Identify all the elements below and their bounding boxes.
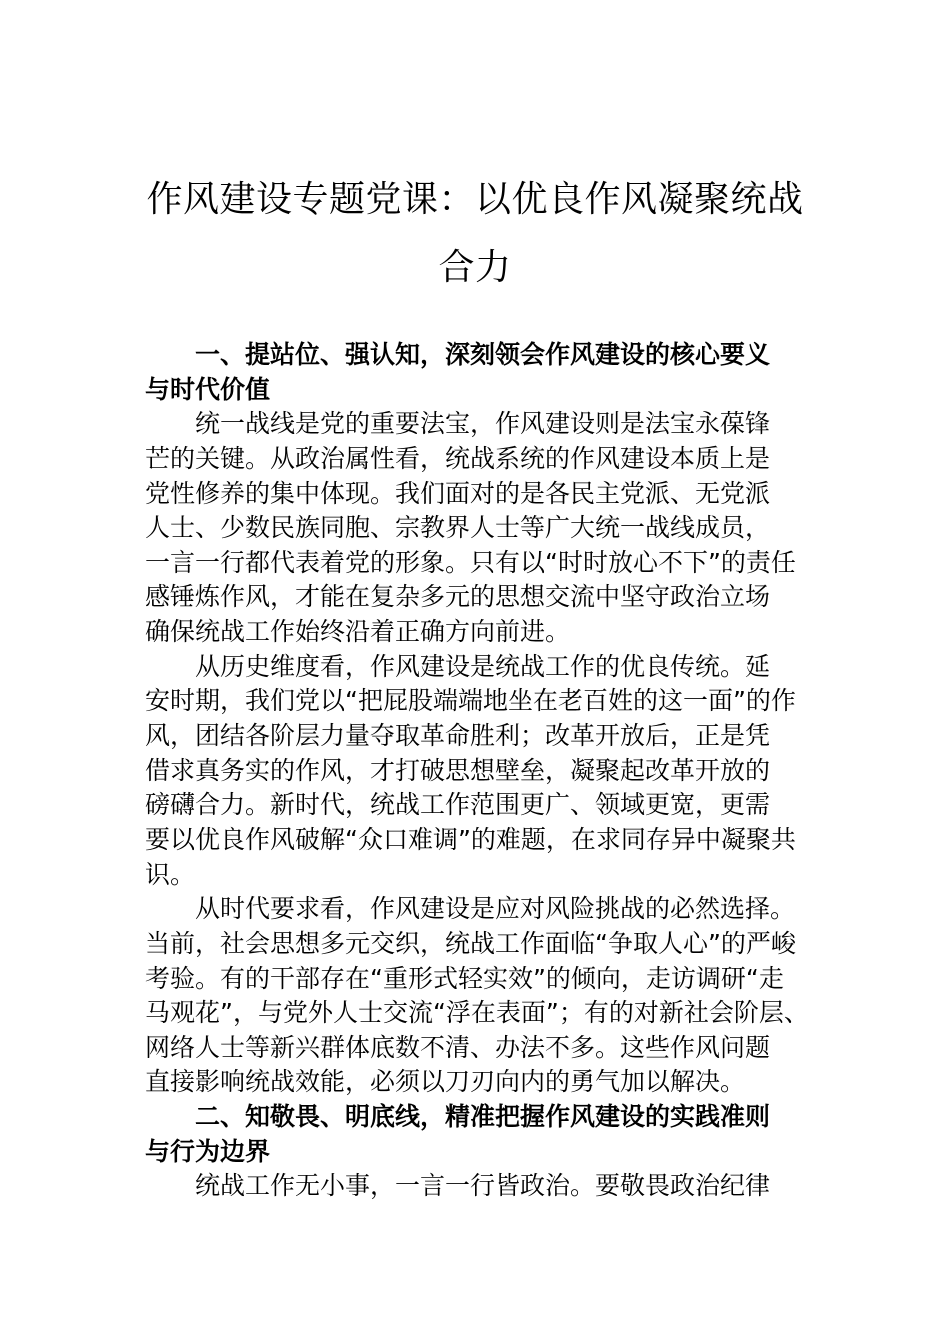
section-heading-2-cont: 与行为边界: [145, 1136, 271, 1166]
paragraph-line: 磅礴合力。新时代，统战工作范围更广、领域更宽，更需: [145, 790, 771, 820]
paragraph-line: 安时期，我们党以“把屁股端端地坐在老百姓的这一面”的作: [145, 686, 796, 716]
document-body: [145, 338, 810, 1204]
paragraph-line: 从历史维度看，作风建设是统战工作的优良传统。延: [195, 651, 771, 681]
paragraph-line: 当前，社会思想多元交织，统战工作面临“争取人心”的严峻: [145, 928, 796, 958]
paragraph-line: 确保统战工作始终沿着正确方向前进。: [145, 617, 571, 647]
paragraph-line: 从时代要求看，作风建设是应对风险挑战的必然选择。: [195, 894, 796, 924]
section-heading-2: 二、知敬畏、明底线，精准把握作风建设的实践准则: [195, 1102, 771, 1132]
section-heading-1-cont: 与时代价值: [145, 374, 271, 404]
section-heading-1: 一、提站位、强认知，深刻领会作风建设的核心要义: [195, 340, 771, 369]
paragraph-line: 借求真务实的作风，才打破思想壁垒，凝聚起改革开放的: [145, 755, 771, 785]
paragraph-line: 马观花”，与党外人士交流“浮在表面”；有的对新社会阶层、: [145, 998, 809, 1028]
paragraph-line: 人士、少数民族同胞、宗教界人士等广大统一战线成员，: [145, 513, 771, 543]
paragraph-line: 芒的关键。从政治属性看，统战系统的作风建设本质上是: [145, 443, 771, 473]
paragraph-line: 识。: [145, 859, 196, 889]
paragraph-line: 考验。有的干部存在“重形式轻实效”的倾向，走访调研“走: [145, 963, 784, 993]
paragraph-line: 统战工作无小事，一言一行皆政治。要敬畏政治纪律: [195, 1171, 771, 1201]
paragraph-line: 网络人士等新兴群体底数不清、办法不多。这些作风问题: [145, 1032, 771, 1062]
document-title-line-2: 合力: [438, 247, 512, 288]
paragraph-line: 统一战线是党的重要法宝，作风建设则是法宝永葆锋: [195, 409, 771, 439]
document-title-line-1: 作风建设专题党课：以优良作风凝聚统战: [146, 179, 804, 220]
paragraph-line: 党性修养的集中体现。我们面对的是各民主党派、无党派: [145, 478, 771, 508]
paragraph-line: 一言一行都代表着党的形象。只有以“时时放心不下”的责任: [145, 547, 796, 577]
paragraph-line: 要以优良作风破解“众口难调”的难题，在求同存异中凝聚共: [145, 824, 796, 854]
paragraph-line: 风，团结各阶层力量夺取革命胜利；改革开放后，正是凭: [145, 721, 771, 751]
paragraph-line: 直接影响统战效能，必须以刀刃向内的勇气加以解决。: [145, 1067, 746, 1097]
paragraph-line: 感锤炼作风，才能在复杂多元的思想交流中坚守政治立场: [145, 582, 771, 612]
